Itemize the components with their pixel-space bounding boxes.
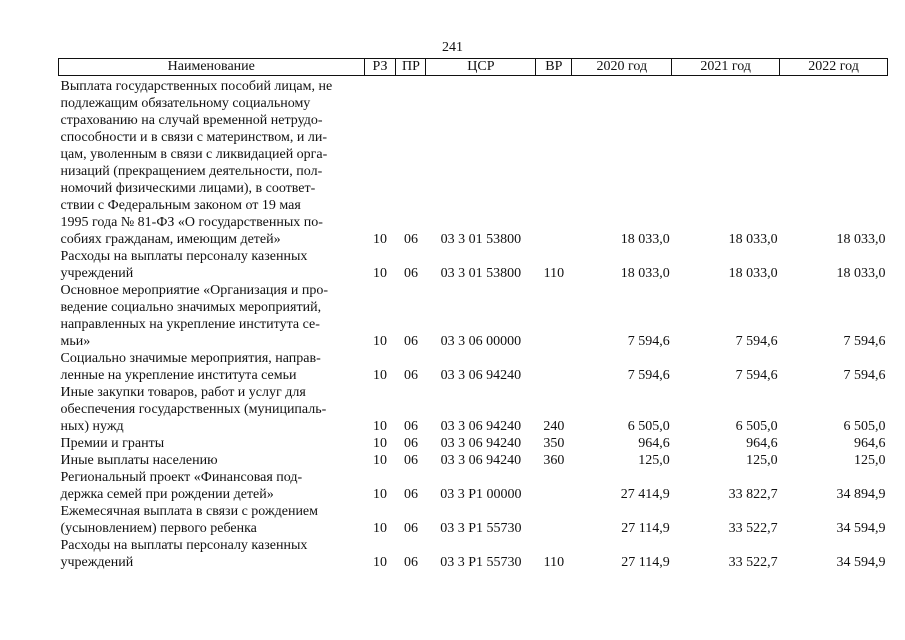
cell-2020: 6 505,0 (627, 419, 670, 434)
name-line: ных) нужд (60, 419, 124, 434)
cell-rz: 10 (373, 436, 387, 451)
cell-name (59, 503, 365, 537)
cell-csr: 03 3 P1 55730 (440, 521, 522, 536)
cell-2022: 964,6 (854, 436, 886, 451)
cell-vr: 240 (543, 419, 565, 434)
cell-name (59, 469, 365, 503)
cell-2022: 18 033,0 (836, 232, 886, 247)
table-row (59, 76, 888, 249)
table-row (59, 350, 888, 384)
cell-pr: 06 (403, 266, 418, 281)
cell-pr: 06 (403, 419, 418, 434)
table-body (59, 76, 888, 572)
name-line: Ежемесячная выплата в связи с рождением (60, 504, 319, 519)
name-line: Региональный проект «Финансовая под- (60, 470, 303, 485)
cell-vr: 110 (543, 266, 565, 281)
header-2022: 2022 год (780, 59, 888, 76)
cell-pr: 06 (403, 555, 418, 570)
cell-2021: 33 822,7 (728, 487, 778, 502)
cell-csr: 03 3 01 53800 (440, 266, 522, 281)
cell-pr: 06 (403, 436, 418, 451)
cell-pr: 06 (403, 334, 418, 349)
table-row (59, 384, 888, 435)
cell-2020: 18 033,0 (620, 232, 670, 247)
name-line: учреждений (60, 266, 134, 281)
header-csr: ЦСР (426, 59, 536, 76)
cell-csr: 03 3 06 94240 (440, 419, 522, 434)
name-line: ведение социально значимых мероприятий, (60, 300, 322, 315)
name-line: обеспечения государственных (муниципаль- (60, 402, 327, 417)
cell-name (59, 76, 365, 249)
table-row (59, 435, 888, 452)
cell-vr (536, 350, 572, 384)
cell-2020: 7 594,6 (627, 368, 670, 383)
name-line: Расходы на выплаты персоналу казенных (60, 538, 308, 553)
cell-2021: 964,6 (746, 436, 778, 451)
cell-vr (536, 282, 572, 350)
table-row (59, 452, 888, 469)
cell-2020: 964,6 (638, 436, 670, 451)
table-row (59, 537, 888, 571)
cell-name (59, 248, 365, 282)
cell-2020: 7 594,6 (627, 334, 670, 349)
cell-2020: 18 033,0 (620, 266, 670, 281)
cell-csr: 03 3 06 94240 (440, 436, 522, 451)
cell-pr: 06 (403, 521, 418, 536)
header-vr: ВР (536, 59, 572, 76)
cell-name (59, 350, 365, 384)
name-line: Основное мероприятие «Организация и про- (60, 283, 328, 298)
name-line: цам, уволенным в связи с ликвидацией орга- (60, 147, 328, 162)
name-line: низаций (прекращением деятельности, пол- (60, 164, 323, 179)
table-row (59, 248, 888, 282)
cell-vr: 350 (543, 436, 565, 451)
cell-vr (536, 76, 572, 249)
name-line: Премии и гранты (60, 436, 165, 451)
cell-csr: 03 3 P1 55730 (440, 555, 522, 570)
cell-pr: 06 (403, 487, 418, 502)
table-row (59, 503, 888, 537)
cell-rz: 10 (373, 555, 387, 570)
name-line: собиях гражданам, имеющим детей» (60, 232, 281, 247)
cell-2022: 34 894,9 (836, 487, 886, 502)
cell-2020: 27 114,9 (621, 555, 670, 570)
cell-pr: 06 (403, 368, 418, 383)
name-line: подлежащим обязательному социальному (60, 96, 311, 111)
cell-name (59, 452, 365, 469)
cell-2021: 7 594,6 (735, 334, 778, 349)
cell-vr: 110 (543, 555, 565, 570)
page-number: 241 (442, 40, 463, 55)
cell-csr: 03 3 06 94240 (440, 453, 522, 468)
cell-csr: 03 3 06 94240 (440, 368, 522, 383)
cell-csr: 03 3 06 00000 (440, 334, 522, 349)
cell-rz: 10 (373, 232, 387, 247)
cell-2021: 33 522,7 (728, 521, 778, 536)
cell-rz: 10 (373, 521, 387, 536)
cell-vr (536, 469, 572, 503)
cell-pr: 06 (403, 453, 418, 468)
cell-2022: 7 594,6 (843, 368, 886, 383)
cell-name (59, 537, 365, 571)
header-pr: ПР (396, 59, 426, 76)
name-line: ленные на укрепление института семьи (60, 368, 297, 383)
name-line: Выплата государственных пособий лицам, не (60, 79, 333, 94)
cell-rz: 10 (373, 453, 387, 468)
name-line: страхованию на случай временной нетрудо- (60, 113, 323, 128)
name-line: держка семей при рождении детей» (60, 487, 274, 502)
name-line: Иные закупки товаров, работ и услуг для (60, 385, 306, 400)
name-line: учреждений (60, 555, 134, 570)
cell-csr: 03 3 01 53800 (440, 232, 522, 247)
cell-2020: 27 114,9 (621, 521, 670, 536)
cell-rz: 10 (373, 368, 387, 383)
cell-rz: 10 (373, 419, 387, 434)
name-line: Иные выплаты населению (60, 453, 218, 468)
cell-2020: 27 414,9 (620, 487, 670, 502)
name-line: (усыновлением) первого ребенка (60, 521, 257, 536)
budget-table (58, 58, 888, 571)
cell-rz: 10 (373, 487, 387, 502)
name-line: способности и в связи с материнством, и ли- (60, 130, 327, 145)
table-header (59, 59, 888, 76)
cell-name (59, 384, 365, 435)
cell-pr: 06 (403, 232, 418, 247)
cell-2021: 18 033,0 (728, 266, 778, 281)
name-line: направленных на укрепление института се- (60, 317, 320, 332)
header-2020: 2020 год (572, 59, 672, 76)
cell-csr: 03 3 P1 00000 (440, 487, 522, 502)
cell-name (59, 282, 365, 350)
name-line: ствии с Федеральным законом от 19 мая (60, 198, 301, 213)
table-row (59, 469, 888, 503)
cell-rz: 10 (373, 266, 387, 281)
name-line: мьи» (60, 334, 91, 349)
cell-vr (536, 503, 572, 537)
cell-2022: 34 594,9 (836, 521, 886, 536)
cell-2022: 6 505,0 (843, 419, 886, 434)
cell-2021: 33 522,7 (728, 555, 778, 570)
header-2021: 2021 год (672, 59, 780, 76)
cell-2022: 18 033,0 (836, 266, 886, 281)
header-rz: РЗ (364, 59, 396, 76)
cell-2021: 6 505,0 (735, 419, 778, 434)
cell-2021: 7 594,6 (735, 368, 778, 383)
cell-name (59, 435, 365, 452)
name-line: Социально значимые мероприятия, направ- (60, 351, 321, 366)
table-row (59, 282, 888, 350)
name-line: номочий физическими лицами), в соответ- (60, 181, 316, 196)
name-line: Расходы на выплаты персоналу казенных (60, 249, 308, 264)
cell-2022: 7 594,6 (843, 334, 886, 349)
cell-2021: 125,0 (746, 453, 778, 468)
cell-2021: 18 033,0 (728, 232, 778, 247)
cell-2022: 125,0 (854, 453, 886, 468)
header-name: Наименование (59, 59, 365, 76)
cell-rz: 10 (373, 334, 387, 349)
name-line: 1995 года № 81-ФЗ «О государственных по- (60, 215, 323, 230)
cell-vr: 360 (543, 453, 565, 468)
cell-2022: 34 594,9 (836, 555, 886, 570)
cell-2020: 125,0 (638, 453, 670, 468)
